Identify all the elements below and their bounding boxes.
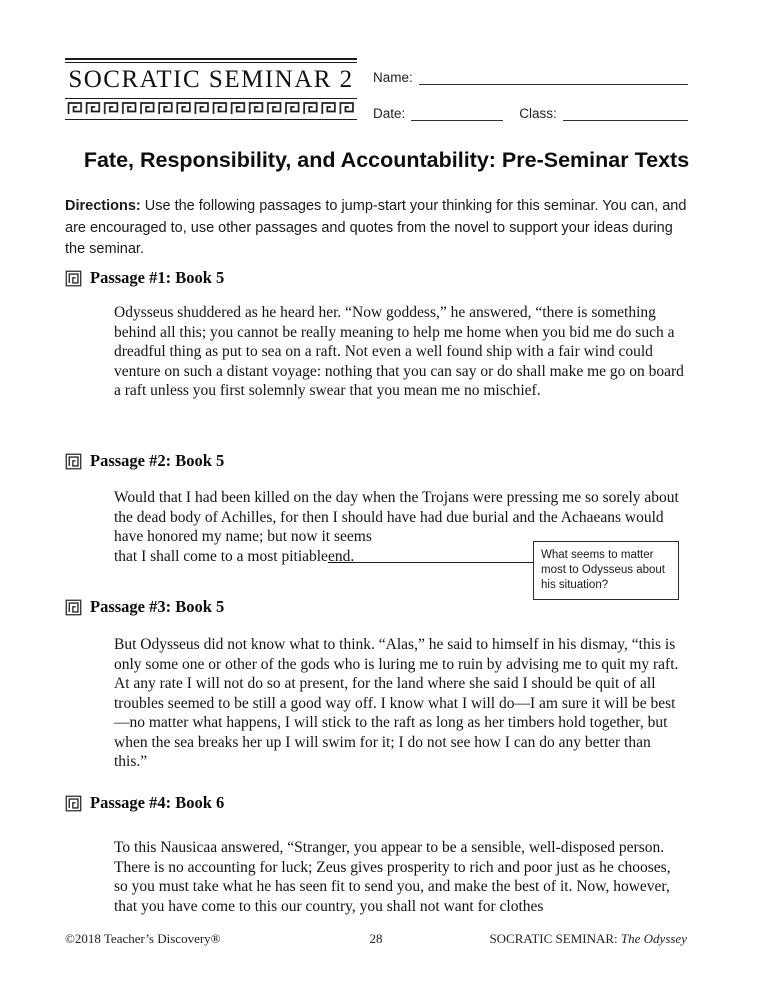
- passage-3-heading: [65, 597, 224, 617]
- passage-4-text: To this Nausicaa answered, “Stranger, you appear to be a sensible, well-disposed person. There is no accounting for luck; Zeus gives prosperity to rich and poor just as he chooses, so you must take what he has seen fit to send you, and make the best of it. Now, however, that you have come to this our country, you shall not want for clothes: [114, 839, 671, 915]
- directions-label: Directions:: [65, 198, 141, 214]
- callout-box: What seems to matter most to Odysseus about his situation?: [533, 541, 679, 600]
- date-label: Date:: [373, 106, 406, 121]
- logo-title: SOCRATIC SEMINAR 2: [68, 66, 354, 93]
- passage-2-text-cont: that I shall come to a most pitiable: [114, 547, 328, 565]
- passage-4-heading: [65, 793, 224, 813]
- footer-book-reference: [438, 931, 687, 947]
- greek-key-icon: [65, 453, 82, 470]
- callout-connector-line: [354, 562, 533, 563]
- class-line[interactable]: [563, 106, 688, 121]
- passage-2-underlined-word: end.: [327, 547, 355, 565]
- logo: [65, 58, 357, 120]
- date-line[interactable]: [411, 106, 503, 121]
- passage-4-heading-label: Passage #4: Book 6: [90, 793, 225, 812]
- greek-key-pattern-icon: [66, 101, 356, 116]
- passage-1-text: Odysseus shuddered as he heard her. “Now goddess,” he answered, “there is something behind all this; you cannot be really meaning to help me home when you bid me do such a dreadful thing as put to sea on a raft. Not even a well found ship with a fair wind could venture on such a distant voyage: nothing that you can say or do shall make me go on board a raft unless you first solemnly swear that you mean me no mischief.: [114, 304, 684, 399]
- greek-key-icon: [65, 270, 82, 287]
- name-line[interactable]: [419, 70, 688, 85]
- page-number: 28: [369, 931, 383, 946]
- passage-1-heading: [65, 268, 224, 288]
- passage-3-heading-label: Passage #3: Book 5: [90, 597, 225, 616]
- passage-2-heading-label: Passage #2: Book 5: [90, 451, 225, 470]
- passage-2-text-main: Would that I had been killed on the day when the Trojans were pressing me so sorely about the dead body of Achilles, for then I should have had due burial and the Achaeans would have honored my name; but now it seems: [114, 489, 679, 545]
- copyright: ©2018 Teacher’s Discovery®: [65, 931, 221, 946]
- passage-2-last-line: [114, 547, 533, 567]
- directions: [65, 196, 689, 261]
- directions-text: Use the following passages to jump-start your thinking for this seminar. You can, and are encouraged to, use other passages and quotes from the novel to support your ideas during the seminar.: [65, 198, 687, 257]
- date-class-row: [373, 106, 688, 121]
- page-footer: [65, 931, 687, 947]
- name-label: Name:: [373, 70, 413, 85]
- page-title: Fate, Responsibility, and Accountability: Pre-Seminar Texts: [83, 148, 690, 172]
- passage-2-heading: [65, 451, 224, 471]
- name-row: [373, 70, 688, 85]
- passage-1-heading-label: Passage #1: Book 5: [90, 268, 225, 287]
- passage-3-text: But Odysseus did not know what to think. “Alas,” he said to himself in his dismay, “this is only some one or other of the gods who is luring me to ruin by advising me to quit my raft. At any rate I will not do so at present, for the land where she said I should be quit of all troubles seemed to be still a good way off. I know what I will do—I am sure it will be best—no matter what happens, I will stick to the raft as long as her timbers hold together, but when the sea breaks her up I will swim for it; I do not see how I can do any better than this.”: [114, 636, 679, 770]
- greek-key-icon: [65, 795, 82, 812]
- greek-key-border: [65, 98, 357, 120]
- student-fields: [373, 70, 688, 142]
- footer-book-title: The Odyssey: [620, 931, 687, 946]
- greek-key-icon: [65, 599, 82, 616]
- footer-series-label: SOCRATIC SEMINAR:: [489, 931, 621, 946]
- class-label: Class:: [519, 106, 557, 121]
